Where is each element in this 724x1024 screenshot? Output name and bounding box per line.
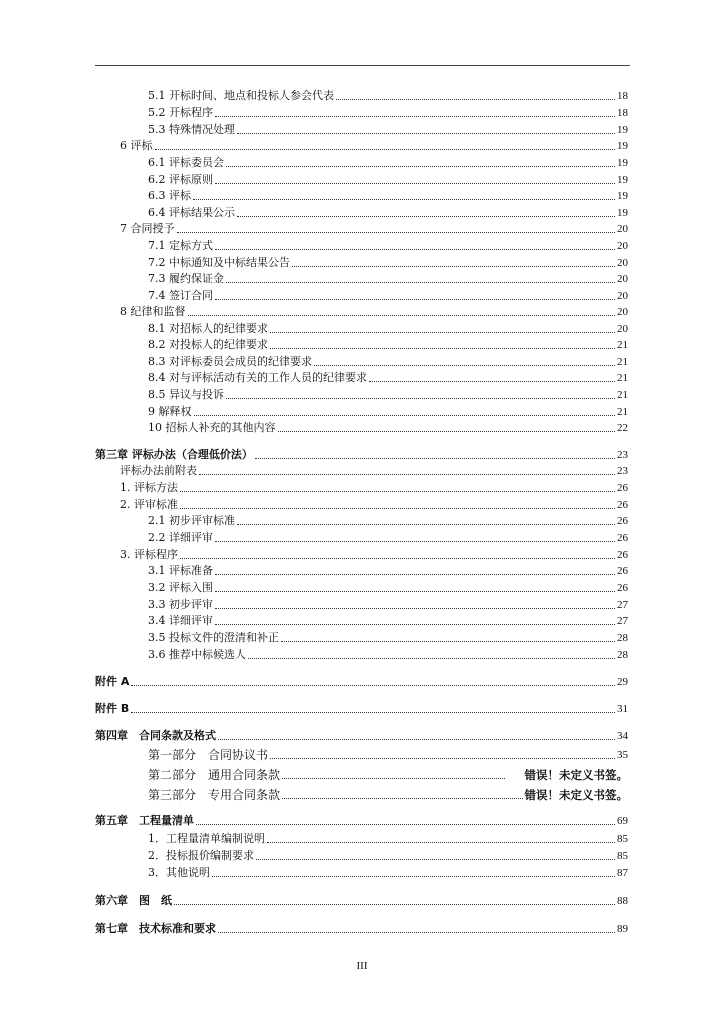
toc-entry-page: 85 (617, 833, 628, 845)
toc-entry[interactable] (148, 270, 628, 286)
dot-leader (199, 474, 615, 475)
dot-leader (369, 381, 615, 382)
toc-entry[interactable] (148, 320, 628, 336)
header-rule (95, 65, 630, 66)
toc-entry-page: 85 (617, 850, 628, 862)
toc-entry-title: 2.2 详细评审 (148, 531, 213, 544)
toc-entry-page: 28 (617, 649, 628, 661)
toc-entry-page: 20 (617, 273, 628, 285)
toc-entry[interactable] (148, 121, 628, 137)
toc-chapter[interactable] (95, 920, 628, 936)
toc-entry-page: 错误！未定义书签。 (524, 788, 628, 802)
dot-leader (237, 524, 615, 525)
dot-leader (193, 199, 615, 200)
toc-chapter-title: 附件 A (95, 675, 130, 688)
dot-leader (237, 133, 615, 134)
toc-chapter-page: 88 (617, 895, 628, 907)
toc-entry[interactable] (148, 512, 628, 528)
toc-entry[interactable] (120, 479, 628, 495)
toc-chapter[interactable] (95, 446, 628, 462)
dot-leader (131, 712, 615, 713)
toc-entry-page: 22 (617, 422, 628, 434)
toc-entry-page: 23 (617, 465, 628, 477)
toc-entry-title: 5.1 开标时间、地点和投标人参会代表 (148, 89, 334, 102)
dot-leader (218, 739, 615, 740)
dot-leader (180, 558, 615, 559)
toc-entry[interactable] (148, 612, 628, 628)
toc-entry-page: 19 (617, 140, 628, 152)
toc-entry[interactable] (148, 746, 628, 762)
dot-leader (226, 282, 615, 283)
toc-entry[interactable] (120, 303, 628, 319)
toc-entry[interactable] (120, 462, 628, 478)
toc-entry-title: 9 解释权 (148, 405, 192, 418)
dot-leader (270, 758, 615, 759)
dot-leader (131, 685, 615, 686)
dot-leader (215, 249, 615, 250)
toc-entry-page: 20 (617, 223, 628, 235)
toc-entry[interactable] (148, 369, 628, 385)
toc-entry-page: 26 (617, 582, 628, 594)
toc-entry-page: 19 (617, 190, 628, 202)
toc-chapter[interactable] (95, 700, 628, 716)
toc-entry-title: 7.3 履约保证金 (148, 272, 224, 285)
toc-entry-page: 19 (617, 124, 628, 136)
dot-leader (282, 778, 504, 779)
toc-chapter[interactable] (95, 727, 628, 743)
toc-entry[interactable] (148, 596, 628, 612)
toc-entry-title: 5.2 开标程序 (148, 106, 213, 119)
dot-leader (215, 299, 615, 300)
toc-entry-page: 21 (617, 389, 628, 401)
dot-leader (336, 99, 615, 100)
toc-entry[interactable] (148, 237, 628, 253)
dot-leader (188, 315, 616, 316)
dot-leader (196, 824, 615, 825)
toc-entry[interactable] (148, 254, 628, 270)
toc-chapter-page: 69 (617, 815, 628, 827)
toc-chapter-title: 第六章 图 纸 (95, 894, 172, 907)
toc-entry[interactable] (148, 646, 628, 662)
dot-leader (215, 591, 615, 592)
toc-entry[interactable] (120, 496, 628, 512)
toc-entry-title: 8.5 异议与投诉 (148, 388, 224, 401)
dot-leader (237, 216, 615, 217)
toc-entry-page: 26 (617, 499, 628, 511)
toc-entry[interactable] (120, 137, 628, 153)
toc-entry-title: 5.3 特殊情况处理 (148, 123, 235, 136)
toc-entry[interactable] (148, 830, 628, 846)
toc-entry-title: 7 合同授予 (120, 222, 175, 235)
toc-entry-page: 21 (617, 339, 628, 351)
toc-entry-title: 3.1 评标准备 (148, 564, 213, 577)
toc-entry-title: 7.1 定标方式 (148, 239, 213, 252)
dot-leader (215, 624, 615, 625)
toc-entry[interactable] (148, 529, 628, 545)
toc-entry-title: 第一部分 合同协议书 (148, 748, 269, 762)
toc-entry-title: 8.2 对投标人的纪律要求 (148, 338, 268, 351)
dot-leader (215, 574, 615, 575)
toc-entry[interactable] (148, 104, 628, 120)
toc-entry[interactable] (148, 187, 628, 203)
toc-entry[interactable] (120, 220, 628, 236)
toc-entry-page: 21 (617, 372, 628, 384)
toc-entry[interactable] (148, 353, 628, 369)
toc-entry-page: 87 (617, 867, 628, 879)
toc-entry[interactable] (120, 546, 628, 562)
dot-leader (215, 541, 615, 542)
toc-entry-page: 27 (617, 599, 628, 611)
dot-leader (215, 608, 615, 609)
dot-leader (174, 904, 615, 905)
dot-leader (180, 491, 615, 492)
toc-entry[interactable] (148, 864, 628, 880)
toc-entry-title: 7.2 中标通知及中标结果公告 (148, 256, 290, 269)
toc-entry-title: 3.4 详细评审 (148, 614, 213, 627)
dot-leader (270, 332, 615, 333)
toc-entry[interactable] (148, 336, 628, 352)
dot-leader (212, 876, 615, 877)
toc-entry-page: 27 (617, 615, 628, 627)
toc-entry-page: 20 (617, 306, 628, 318)
toc-chapter[interactable] (95, 673, 628, 689)
dot-leader (218, 932, 615, 933)
dot-leader (281, 641, 615, 642)
dot-leader (256, 859, 615, 860)
toc-entry-page: 19 (617, 207, 628, 219)
toc-entry[interactable] (148, 87, 628, 103)
toc-entry[interactable] (148, 154, 628, 170)
toc-entry[interactable] (148, 403, 628, 419)
toc-entry-title: 评标办法前附表 (120, 464, 197, 477)
toc-entry-title: 6.4 评标结果公示 (148, 206, 235, 219)
toc-entry-page: 20 (617, 257, 628, 269)
toc-entry-title: 3．其他说明 (148, 866, 210, 879)
toc-chapter-page: 34 (617, 730, 628, 742)
toc-entry-title: 1. 评标方法 (120, 481, 178, 494)
toc-entry-title: 2.1 初步评审标准 (148, 514, 235, 527)
toc-chapter-title: 附件 B (95, 702, 130, 715)
toc-entry-title: 3.2 评标入围 (148, 581, 213, 594)
toc-chapter-title: 第五章 工程量清单 (95, 814, 194, 827)
dot-leader (215, 183, 615, 184)
toc-entry[interactable] (148, 204, 628, 220)
toc-entry-title: 6 评标 (120, 139, 153, 152)
toc-entry-title: 第三部分 专用合同条款 (148, 788, 281, 802)
toc-entry-title: 8.3 对评标委员会成员的纪律要求 (148, 355, 312, 368)
toc-entry-page: 26 (617, 565, 628, 577)
toc-entry-title: 2．投标报价编制要求 (148, 849, 254, 862)
toc-entry[interactable] (148, 786, 628, 802)
toc-entry-page: 26 (617, 515, 628, 527)
toc-entry-page: 21 (617, 356, 628, 368)
toc-chapter-page: 23 (617, 449, 628, 461)
dot-leader (177, 232, 616, 233)
toc-entry-page: 错误！未定义书签。 (524, 768, 628, 782)
toc-chapter-page: 31 (617, 703, 628, 715)
toc-entry-title: 6.3 评标 (148, 189, 191, 202)
dot-leader (270, 348, 615, 349)
toc-entry[interactable] (148, 419, 628, 435)
toc-entry-page: 35 (617, 749, 628, 761)
toc-entry-title: 10 招标人补充的其他内容 (148, 421, 276, 434)
dot-leader (314, 365, 615, 366)
dot-leader (255, 458, 615, 459)
page-number: III (356, 960, 368, 972)
dot-leader (180, 508, 615, 509)
toc-chapter[interactable] (95, 892, 628, 908)
toc-entry-page: 20 (617, 240, 628, 252)
toc-entry-page: 28 (617, 632, 628, 644)
toc-entry-title: 3. 评标程序 (120, 548, 178, 561)
toc-entry-title: 8.4 对与评标活动有关的工作人员的纪律要求 (148, 371, 367, 384)
toc-entry-title: 8.1 对招标人的纪律要求 (148, 322, 268, 335)
toc-chapter-page: 89 (617, 923, 628, 935)
toc-chapter-title: 第七章 技术标准和要求 (95, 922, 216, 935)
toc-entry-page: 18 (617, 90, 628, 102)
toc-entry-title: 3.6 推荐中标候选人 (148, 648, 246, 661)
toc-entry[interactable] (148, 562, 628, 578)
toc-entry-title: 3.5 投标文件的澄清和补正 (148, 631, 279, 644)
toc-entry-page: 20 (617, 323, 628, 335)
toc-entry-title: 6.2 评标原则 (148, 173, 213, 186)
toc-entry[interactable] (148, 171, 628, 187)
toc-entry[interactable] (148, 766, 628, 782)
toc-chapter-title: 第四章 合同条款及格式 (95, 729, 216, 742)
dot-leader (292, 266, 615, 267)
dot-leader (215, 116, 615, 117)
toc-chapter-page: 29 (617, 676, 628, 688)
toc-entry[interactable] (148, 287, 628, 303)
dot-leader (155, 149, 616, 150)
toc-entry-title: 3.3 初步评审 (148, 598, 213, 611)
toc-chapter[interactable] (95, 812, 628, 828)
toc-entry-title: 第二部分 通用合同条款 (148, 768, 281, 782)
toc-entry[interactable] (148, 847, 628, 863)
dot-leader (278, 431, 616, 432)
toc-entry-title: 2. 评审标准 (120, 498, 178, 511)
toc-entry-title: 6.1 评标委员会 (148, 156, 224, 169)
toc-entry[interactable] (148, 629, 628, 645)
toc-entry-page: 26 (617, 549, 628, 561)
dot-leader (226, 166, 615, 167)
toc-chapter-title: 第三章 评标办法（合理低价法） (95, 448, 253, 461)
toc-entry-title: 8 纪律和监督 (120, 305, 186, 318)
toc-entry-page: 21 (617, 406, 628, 418)
toc-entry-page: 20 (617, 290, 628, 302)
toc-entry[interactable] (148, 579, 628, 595)
toc-entry-page: 19 (617, 174, 628, 186)
toc-entry-page: 26 (617, 532, 628, 544)
dot-leader (267, 842, 615, 843)
toc-entry-page: 19 (617, 157, 628, 169)
dot-leader (226, 398, 615, 399)
toc-entry-page: 26 (617, 482, 628, 494)
dot-leader (194, 415, 616, 416)
dot-leader (282, 798, 522, 799)
toc-entry-title: 1．工程量清单编制说明 (148, 832, 265, 845)
toc-entry-title: 7.4 签订合同 (148, 289, 213, 302)
toc-entry[interactable] (148, 386, 628, 402)
dot-leader (248, 658, 615, 659)
toc-entry-page: 18 (617, 107, 628, 119)
